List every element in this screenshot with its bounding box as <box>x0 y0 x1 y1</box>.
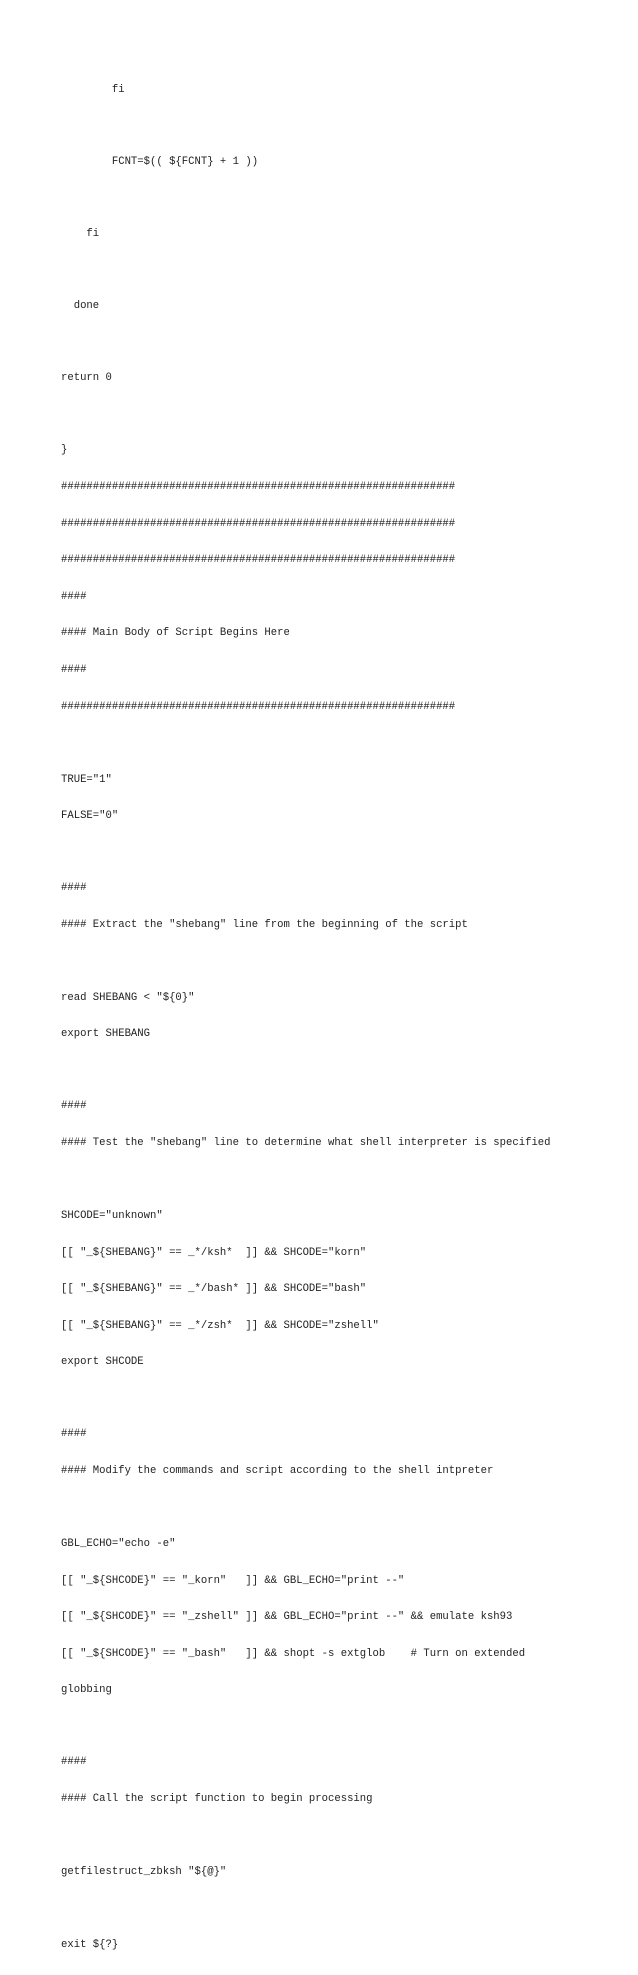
script-listing <box>61 60 551 1975</box>
code-line: [[ "_${SHEBANG}" == _*/bash* ]] && SHCODE="bash" <box>61 1283 367 1296</box>
comment-line: #### Extract the "shebang" line from the beginning of the script <box>61 918 468 931</box>
comment-line: #### Modify the commands and script according to the shell intpreter <box>61 1464 494 1477</box>
code-line: [[ "_${SHEBANG}" == _*/ksh* ]] && SHCODE="korn" <box>61 1246 367 1259</box>
blank-line <box>61 1174 551 1186</box>
code-line: exit ${?} <box>61 1938 119 1951</box>
blank-line <box>61 337 551 348</box>
comment-banner: ############################################################## <box>61 481 456 493</box>
blank-line <box>61 121 551 132</box>
code-line: fi <box>61 84 125 97</box>
comment-line: #### <box>61 663 87 676</box>
blank-line <box>61 1721 551 1732</box>
code-line: globbing <box>61 1684 112 1697</box>
comment-banner: ############################################################## <box>61 554 456 567</box>
blank-line <box>61 737 551 749</box>
blank-line <box>61 1065 551 1076</box>
comment-line: #### Call the script function to begin processing <box>61 1792 373 1805</box>
blank-line <box>61 409 551 420</box>
code-line: done <box>61 300 100 313</box>
code-line: TRUE="1" <box>61 773 112 786</box>
code-line: fi <box>61 228 100 241</box>
code-line: GBL_ECHO="echo -e" <box>61 1537 176 1550</box>
blank-line <box>61 265 551 276</box>
blank-line <box>61 1393 551 1404</box>
code-line: [[ "_${SHCODE}" == "_korn" ]] && GBL_ECHO="print --" <box>61 1574 405 1587</box>
comment-banner: ############################################################## <box>61 517 456 530</box>
blank-line <box>61 955 551 967</box>
code-line: } <box>61 444 68 457</box>
comment-line: #### Test the "shebang" line to determine what shell interpreter is specified <box>61 1136 551 1149</box>
comment-line: #### <box>61 1756 87 1769</box>
code-line: getfilestruct_zbksh "${@}" <box>61 1865 227 1878</box>
code-line: read SHEBANG < "${0}" <box>61 991 195 1004</box>
blank-line <box>61 1829 551 1841</box>
comment-banner: ############################################################## <box>61 700 456 713</box>
comment-line: #### <box>61 590 87 603</box>
section-heading: #### Main Body of Script Begins Here <box>61 627 290 640</box>
code-line: FALSE="0" <box>61 810 119 823</box>
code-line: [[ "_${SHEBANG}" == _*/zsh* ]] && SHCODE="zshell" <box>61 1319 379 1332</box>
comment-line: #### <box>61 1428 87 1441</box>
code-line: export SHEBANG <box>61 1028 151 1041</box>
code-line: export SHCODE <box>61 1356 144 1369</box>
comment-line: #### <box>61 882 87 895</box>
blank-line <box>61 193 551 204</box>
blank-line <box>61 1502 551 1514</box>
code-line: return 0 <box>61 372 112 385</box>
code-line: [[ "_${SHCODE}" == "_bash" ]] && shopt -s extglob # Turn on extended <box>61 1647 526 1660</box>
blank-line <box>61 1902 551 1914</box>
code-line: [[ "_${SHCODE}" == "_zshell" ]] && GBL_ECHO="print --" && emulate ksh93 <box>61 1611 513 1624</box>
code-line: SHCODE="unknown" <box>61 1209 163 1222</box>
blank-line <box>61 847 551 858</box>
code-line: FCNT=$(( ${FCNT} + 1 )) <box>61 156 259 169</box>
comment-line: #### <box>61 1100 87 1113</box>
